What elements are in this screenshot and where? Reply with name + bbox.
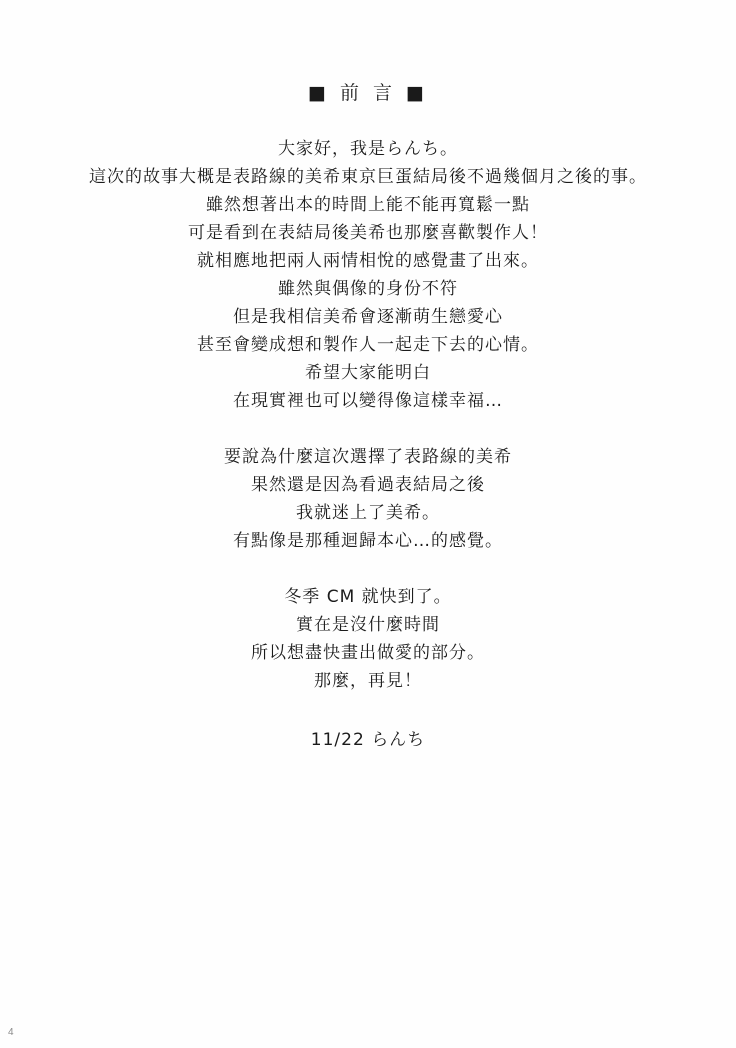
- afterword-line: 甚至會變成想和製作人一起走下去的心情。: [197, 335, 539, 355]
- afterword-line: 雖然與偶像的身份不符: [278, 279, 458, 299]
- afterword-line: 實在是沒什麼時間: [296, 615, 440, 635]
- afterword-line: 要說為什麼這次選擇了表路線的美希: [224, 447, 512, 467]
- afterword-line: 我就迷上了美希。: [296, 503, 440, 523]
- afterword-line: 可是看到在表結局後美希也那麼喜歡製作人！: [188, 223, 548, 243]
- afterword-line: 果然還是因為看過表結局之後: [251, 475, 485, 495]
- afterword-line: 雖然想著出本的時間上能不能再寬鬆一點: [206, 195, 530, 215]
- afterword-line: 在現實裡也可以變得像這樣幸福…: [233, 391, 503, 411]
- afterword-paragraph-3: [0, 583, 736, 695]
- afterword-line: 這次的故事大概是表路線的美希東京巨蛋結局後不過幾個月之後的事。: [89, 167, 647, 187]
- paragraph-spacer: [0, 415, 736, 443]
- afterword-line: 大家好，我是らんち。: [278, 139, 458, 159]
- afterword-line: 有點像是那種迴歸本心…的感覺。: [233, 531, 503, 551]
- afterword-line: 所以想盡快畫出做愛的部分。: [251, 643, 485, 663]
- afterword-line: 那麼，再見！: [314, 671, 422, 691]
- afterword-line: 就相應地把兩人兩情相悅的感覺畫了出來。: [197, 251, 539, 271]
- afterword-line: 冬季 CM 就快到了。: [284, 587, 452, 607]
- afterword-line: 但是我相信美希會逐漸萌生戀愛心: [233, 307, 503, 327]
- afterword-section: [0, 78, 736, 750]
- afterword-line: 希望大家能明白: [305, 363, 431, 383]
- page-number: 4: [8, 1027, 14, 1038]
- afterword-paragraph-1: [0, 135, 736, 415]
- author-signature: 11/22 らんち: [310, 730, 426, 750]
- afterword-paragraph-2: [0, 443, 736, 555]
- afterword-heading: ■ 前 言 ■: [307, 82, 429, 104]
- paragraph-spacer: [0, 555, 736, 583]
